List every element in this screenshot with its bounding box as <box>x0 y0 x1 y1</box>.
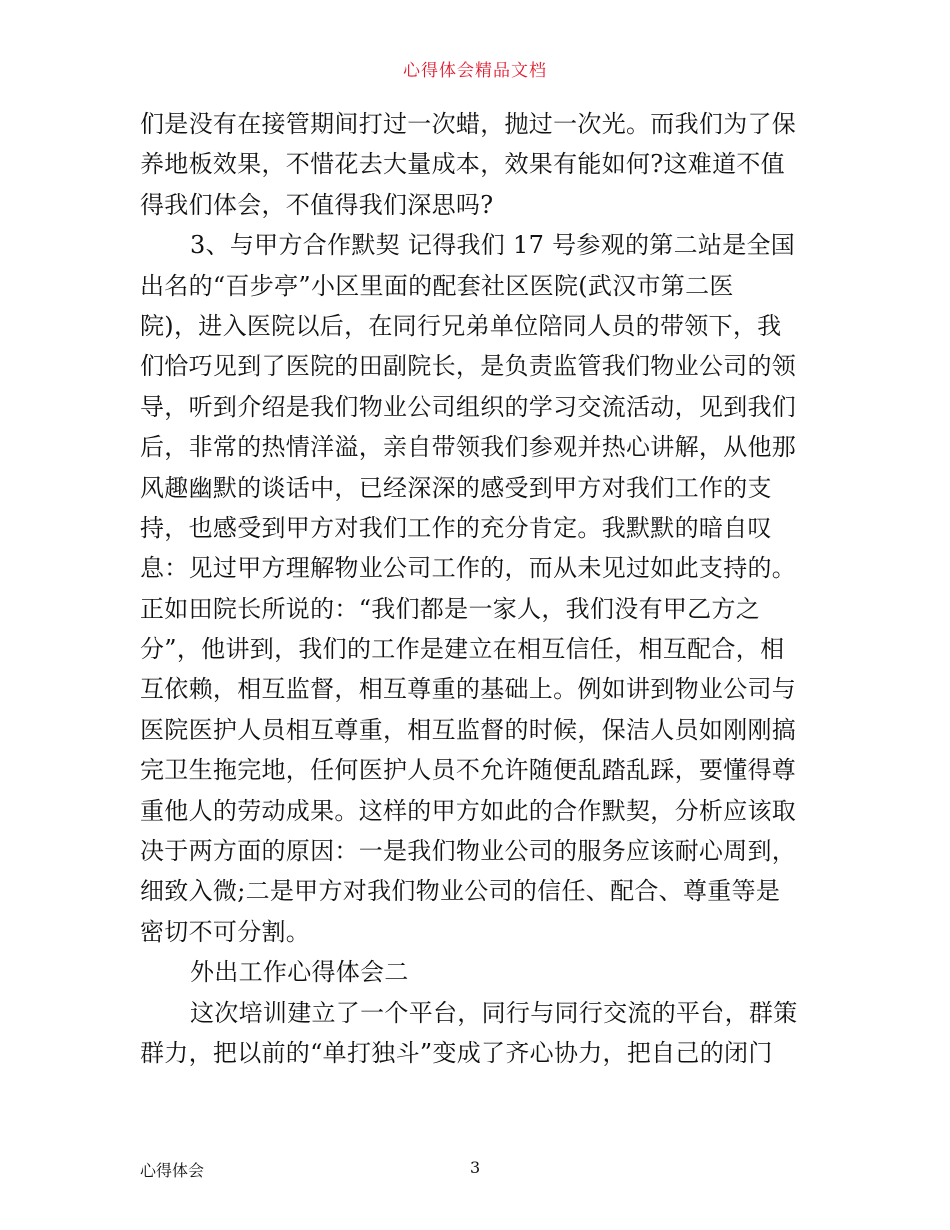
text-line: 重他人的劳动成果。这样的甲方如此的合作默契，分析应该取 <box>140 796 797 825</box>
section-heading: 外出工作心得体会二 <box>190 958 409 987</box>
text-line: 养地板效果，不惜花去大量成本，效果有能如何?这难道不值 <box>140 150 785 179</box>
text-line: 出名的“百步亭”小区里面的配套社区医院(武汉市第二医 <box>140 271 734 300</box>
page-number: 3 <box>470 1158 481 1177</box>
paragraph-start-line: 这次培训建立了一个平台，同行与同行交流的平台，群策 <box>190 998 798 1027</box>
text-line: 持，也感受到甲方对我们工作的充分肯定。我默默的暗自叹 <box>140 513 772 542</box>
text-line: 分”，他讲到，我们的工作是建立在相互信任，相互配合，相 <box>140 635 785 664</box>
text-line: 群力，把以前的“单打独斗”变成了齐心协力，把自己的闭门 <box>140 1038 773 1067</box>
text-line: 细致入微;二是甲方对我们物业公司的信任、配合、尊重等是 <box>140 877 781 906</box>
text-line: 院)，进入医院以后，在同行兄弟单位陪同人员的带领下，我 <box>140 311 782 340</box>
text-line: 决于两方面的原因：一是我们物业公司的服务应该耐心周到， <box>140 837 797 866</box>
text-line: 正如田院长所说的：“我们都是一家人，我们没有甲乙方之 <box>140 594 761 623</box>
text-line: 互依赖，相互监督，相互尊重的基础上。例如讲到物业公司与 <box>140 675 797 704</box>
document-body <box>140 104 820 1073</box>
text-line: 们恰巧见到了医院的田副院长，是负责监管我们物业公司的领 <box>140 352 797 381</box>
text-line: 得我们体会，不值得我们深思吗? <box>140 190 494 219</box>
page-header-title: 心得体会精品文档 <box>403 61 547 81</box>
text-line: 导，听到介绍是我们物业公司组织的学习交流活动，见到我们 <box>140 392 797 421</box>
text-line: 完卫生拖完地，任何医护人员不允许随便乱踏乱踩，要懂得尊 <box>140 756 797 785</box>
text-line: 医院医护人员相互尊重，相互监督的时候，保洁人员如刚刚搞 <box>140 715 797 744</box>
paragraph-start-line: 3、与甲方合作默契 记得我们 17 号参观的第二站是全国 <box>190 231 796 260</box>
footer-label: 心得体会 <box>140 1161 205 1180</box>
text-line: 们是没有在接管期间打过一次蜡，抛过一次光。而我们为了保 <box>140 110 797 138</box>
text-line: 风趣幽默的谈话中，已经深深的感受到甲方对我们工作的支 <box>140 473 772 502</box>
text-line: 密切不可分割。 <box>140 917 311 946</box>
text-line: 后，非常的热情洋溢，亲自带领我们参观并热心讲解，从他那 <box>140 433 797 462</box>
text-line: 息：见过甲方理解物业公司工作的，而从未见过如此支持的。 <box>140 554 797 583</box>
